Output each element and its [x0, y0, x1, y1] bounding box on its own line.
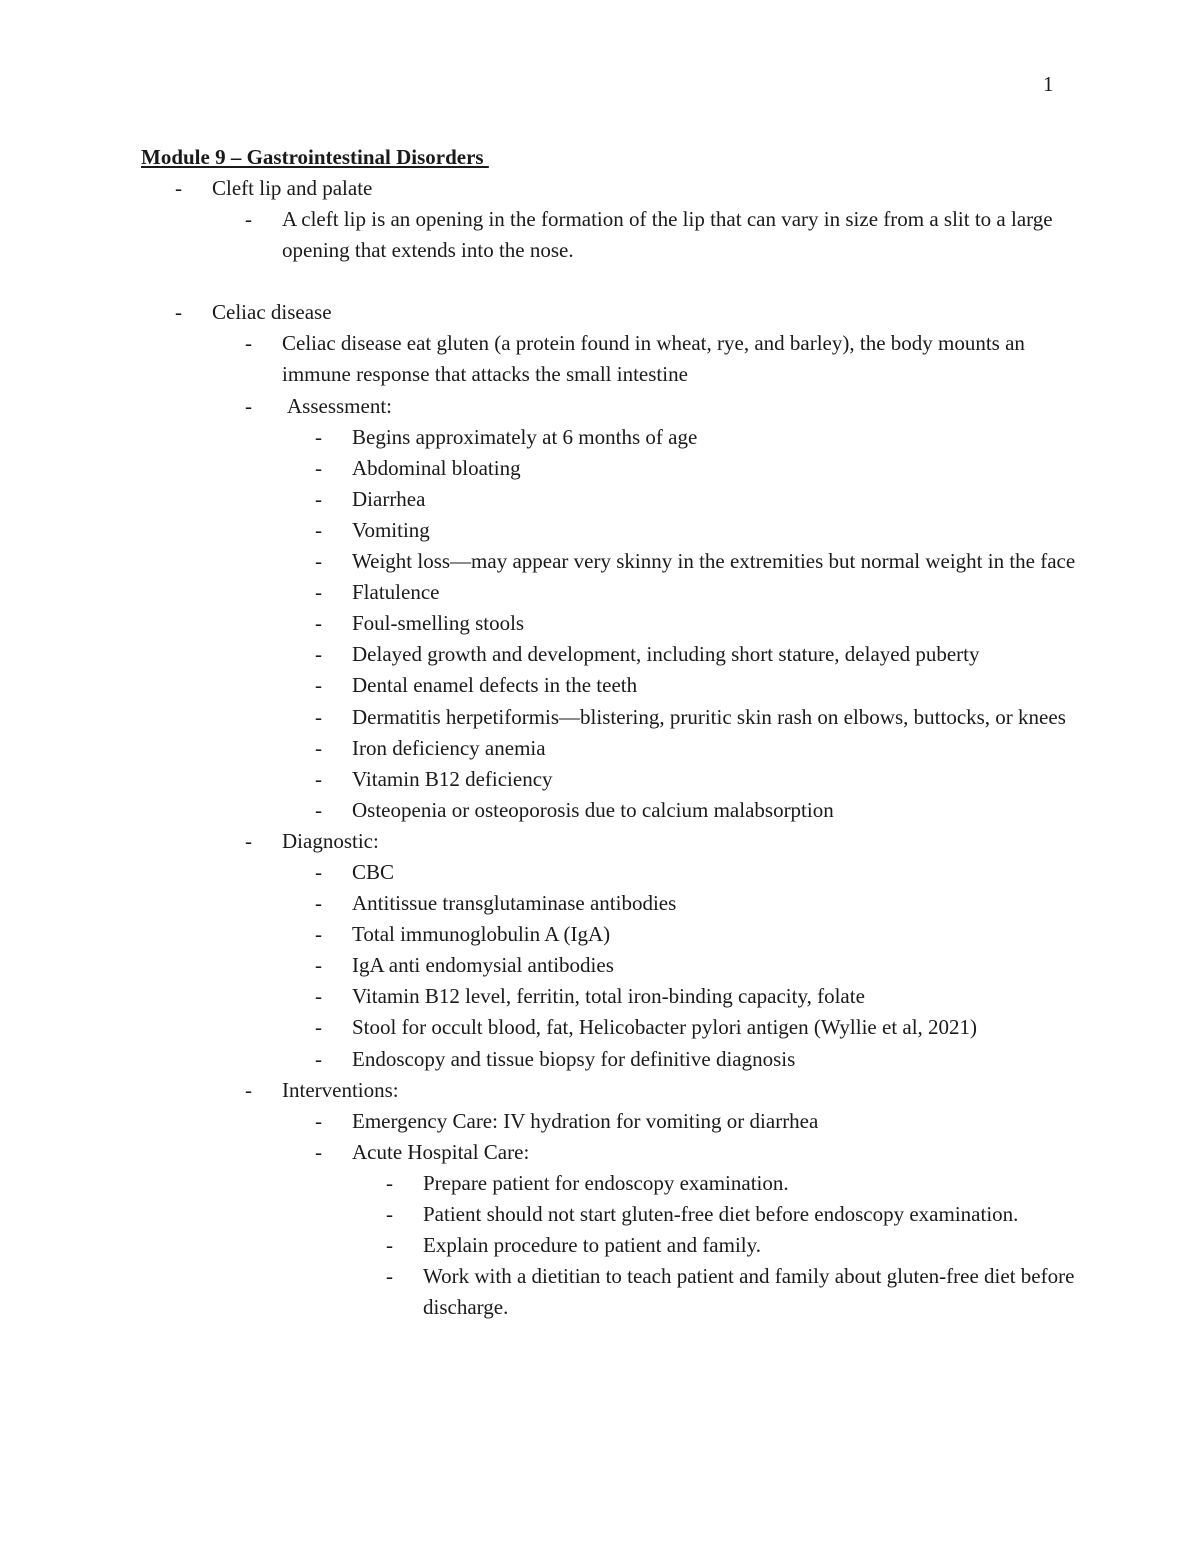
list-item	[141, 639, 1081, 670]
bullet-dash: -	[315, 1108, 322, 1133]
list-item	[141, 577, 1081, 608]
list-item-text: Acute Hospital Care:	[352, 1139, 530, 1164]
bullet-dash: -	[245, 828, 252, 853]
list-item-text: Explain procedure to patient and family.	[423, 1233, 762, 1258]
bullet-dash: -	[315, 642, 322, 667]
topic-celiac-disease	[141, 297, 1081, 1323]
bullet-dash: -	[315, 549, 322, 574]
list-item-text: Total immunoglobulin A (IgA)	[352, 922, 611, 947]
list-item-text: Work with a dietitian to teach patient and family about gluten-free diet before discharge.	[423, 1264, 1075, 1320]
bullet-dash: -	[386, 1170, 393, 1195]
bullet-dash: -	[175, 176, 182, 200]
list-item-text: Dermatitis herpetiformis—blistering, pruritic skin rash on elbows, buttocks, or knees	[352, 704, 1066, 729]
list-item	[141, 515, 1081, 546]
topic-label: Celiac disease	[212, 300, 332, 325]
list-item	[141, 204, 1081, 266]
list-item	[141, 1168, 1081, 1199]
bullet-dash: -	[386, 1264, 393, 1289]
list-item	[141, 919, 1081, 950]
bullet-dash: -	[245, 1077, 252, 1102]
bullet-dash: -	[315, 486, 322, 511]
diagnostic-list	[282, 857, 1081, 1075]
section-label: Diagnostic:	[282, 828, 379, 853]
bullet-dash: -	[315, 673, 322, 698]
celiac-description: Celiac disease eat gluten (a protein found in wheat, rye, and barley), the body mounts an immune response that attacks the small intestine	[282, 331, 1025, 387]
list-item-text: IgA anti endomysial antibodies	[352, 953, 614, 978]
list-item	[141, 702, 1081, 733]
spacer	[141, 266, 1081, 297]
bullet-dash: -	[245, 393, 252, 418]
list-item-text: Vitamin B12 level, ferritin, total iron-binding capacity, folate	[352, 984, 865, 1009]
list-item	[141, 1199, 1081, 1230]
bullet-dash: -	[245, 331, 252, 356]
acute-care-list	[352, 1168, 1081, 1323]
list-item-text: Patient should not start gluten-free diet before endoscopy examination.	[423, 1202, 1019, 1226]
interventions-list	[282, 1106, 1081, 1324]
section-label: Interventions:	[282, 1077, 399, 1102]
list-item	[141, 1137, 1081, 1324]
list-item	[141, 608, 1081, 639]
assessment-list	[282, 422, 1081, 826]
bullet-dash: -	[315, 891, 322, 916]
list-item	[141, 670, 1081, 701]
bullet-dash: -	[315, 424, 322, 449]
bullet-dash: -	[315, 704, 322, 729]
section-label: Assessment:	[287, 393, 392, 418]
section-assessment	[141, 391, 1081, 826]
bullet-dash: -	[315, 922, 322, 947]
list-item-text: Dental enamel defects in the teeth	[352, 673, 638, 698]
bullet-dash: -	[315, 953, 322, 978]
list-item-text: Begins approximately at 6 months of age	[352, 424, 698, 449]
list-item	[141, 950, 1081, 981]
list-item	[141, 1044, 1081, 1075]
list-item-text: Prepare patient for endoscopy examination.	[423, 1170, 789, 1195]
list-item-text: Foul-smelling stools	[352, 611, 525, 636]
bullet-dash: -	[315, 984, 322, 1009]
section-diagnostic	[141, 826, 1081, 1075]
list-item	[141, 1012, 1081, 1043]
cleft-description: A cleft lip is an opening in the formation of the lip that can vary in size from a slit to a large opening that extends into the nose.	[282, 207, 1053, 263]
list-item	[141, 795, 1081, 826]
topic-cleft-lip	[141, 173, 1081, 266]
list-item	[141, 328, 1081, 390]
list-item-text: Antitissue transglutaminase antibodies	[352, 891, 677, 916]
bullet-dash: -	[315, 1139, 322, 1164]
list-item	[141, 484, 1081, 515]
section-interventions	[141, 1075, 1081, 1324]
bullet-dash: -	[315, 797, 322, 822]
list-item	[141, 1106, 1081, 1137]
bullet-dash: -	[315, 455, 322, 480]
topic-label: Cleft lip and palate	[212, 176, 373, 200]
page-number: 1	[1043, 72, 1054, 96]
bullet-dash: -	[315, 859, 322, 884]
list-item	[141, 888, 1081, 919]
list-item	[141, 453, 1081, 484]
list-item-text: CBC	[352, 859, 395, 884]
topic-list	[141, 173, 1081, 1323]
document-body	[141, 142, 1081, 1323]
list-item	[141, 1230, 1081, 1261]
list-item-text: Stool for occult blood, fat, Helicobacter pylori antigen (Wyllie et al, 2021)	[352, 1015, 978, 1040]
bullet-dash: -	[315, 766, 322, 791]
list-item-text: Vomiting	[352, 517, 430, 542]
list-item-text: Osteopenia or osteoporosis due to calcium malabsorption	[352, 797, 834, 822]
list-item-text: Delayed growth and development, including short stature, delayed puberty	[352, 642, 980, 667]
list-item	[141, 1261, 1081, 1323]
bullet-dash: -	[315, 1015, 322, 1040]
list-item	[141, 546, 1081, 577]
list-item-text: Weight loss—may appear very skinny in the extremities but normal weight in the face	[352, 549, 1076, 574]
bullet-dash: -	[315, 517, 322, 542]
bullet-dash: -	[315, 1046, 322, 1071]
list-item-text: Abdominal bloating	[352, 455, 521, 480]
list-item-text: Endoscopy and tissue biopsy for definitive diagnosis	[352, 1046, 796, 1071]
list-item-text: Diarrhea	[352, 486, 426, 511]
list-item-text: Iron deficiency anemia	[352, 735, 546, 760]
bullet-dash: -	[245, 207, 252, 232]
list-item-text: Flatulence	[352, 580, 440, 605]
list-item	[141, 764, 1081, 795]
list-item-text: Emergency Care: IV hydration for vomiting or diarrhea	[352, 1108, 819, 1133]
bullet-dash: -	[315, 611, 322, 636]
list-item	[141, 422, 1081, 453]
list-item-text: Vitamin B12 deficiency	[352, 766, 553, 791]
list-item	[141, 733, 1081, 764]
list-item	[141, 857, 1081, 888]
list-item	[141, 981, 1081, 1012]
bullet-dash: -	[315, 580, 322, 605]
bullet-dash: -	[386, 1233, 393, 1258]
bullet-dash: -	[315, 735, 322, 760]
bullet-dash: -	[175, 300, 182, 325]
bullet-dash: -	[386, 1202, 393, 1226]
module-title: Module 9 – Gastrointestinal Disorders	[141, 145, 489, 169]
